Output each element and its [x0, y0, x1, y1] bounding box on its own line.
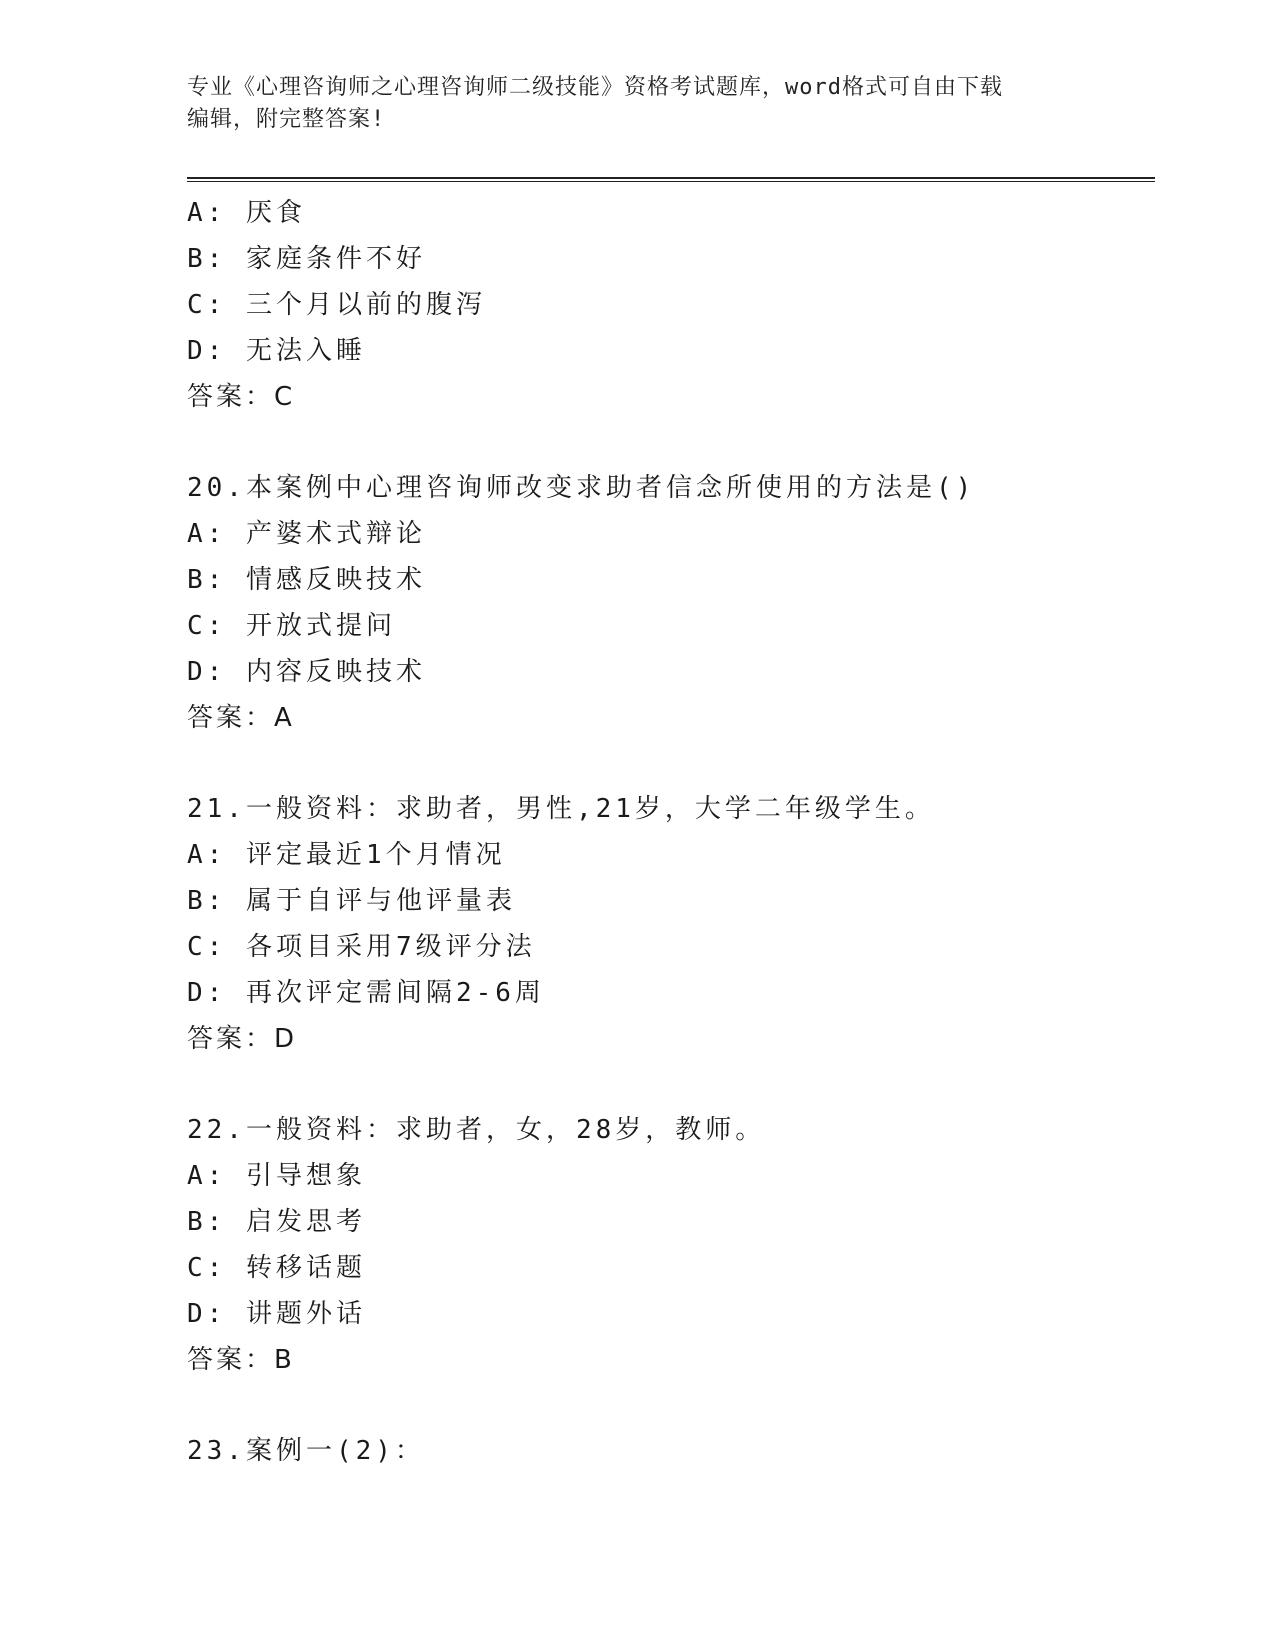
option-c: C: 转移话题 — [187, 1253, 366, 1283]
option-b: B: 启发思考 — [187, 1207, 366, 1237]
option-d: D: 无法入睡 — [187, 336, 366, 366]
answer-line: 答案：B — [187, 1345, 295, 1375]
option-a: A: 引导想象 — [187, 1161, 366, 1191]
option-d: D: 内容反映技术 — [187, 657, 426, 687]
header-line-2: 编辑，附完整答案! — [187, 107, 386, 132]
option-a: A: 厌食 — [187, 198, 306, 228]
question-text: 20.本案例中心理咨询师改变求助者信念所使用的方法是() — [187, 473, 976, 503]
question-block — [187, 786, 1147, 1062]
option-b: B: 家庭条件不好 — [187, 244, 426, 274]
question-text: 21.一般资料：求助者，男性,21岁，大学二年级学生。 — [187, 794, 935, 824]
question-block — [187, 465, 1147, 741]
answer-line: 答案：C — [187, 382, 296, 412]
answer-line: 答案：D — [187, 1024, 298, 1054]
option-c: C: 各项目采用7级评分法 — [187, 932, 536, 962]
block-spacer — [187, 1062, 1147, 1107]
question-text: 22.一般资料：求助者，女，28岁，教师。 — [187, 1115, 766, 1145]
block-spacer — [187, 420, 1147, 465]
document-header — [187, 72, 1087, 136]
option-d: D: 再次评定需间隔2-6周 — [187, 978, 545, 1008]
option-b: B: 属于自评与他评量表 — [187, 886, 516, 916]
question-block — [187, 1428, 1147, 1474]
option-a: A: 评定最近1个月情况 — [187, 840, 506, 870]
option-c: C: 三个月以前的腹泻 — [187, 290, 486, 320]
question-list — [187, 190, 1147, 1474]
block-spacer — [187, 741, 1147, 786]
question-block — [187, 190, 1147, 420]
option-c: C: 开放式提问 — [187, 611, 396, 641]
question-block — [187, 1107, 1147, 1383]
header-divider — [187, 177, 1155, 182]
block-spacer — [187, 1383, 1147, 1428]
question-text: 23.案例一(2)： — [187, 1436, 425, 1466]
header-line-1: 专业《心理咨询师之心理咨询师二级技能》资格考试题库，word格式可自由下载 — [187, 75, 1003, 100]
option-d: D: 讲题外话 — [187, 1299, 366, 1329]
option-b: B: 情感反映技术 — [187, 565, 426, 595]
answer-line: 答案：A — [187, 703, 295, 733]
option-a: A: 产婆术式辩论 — [187, 519, 426, 549]
